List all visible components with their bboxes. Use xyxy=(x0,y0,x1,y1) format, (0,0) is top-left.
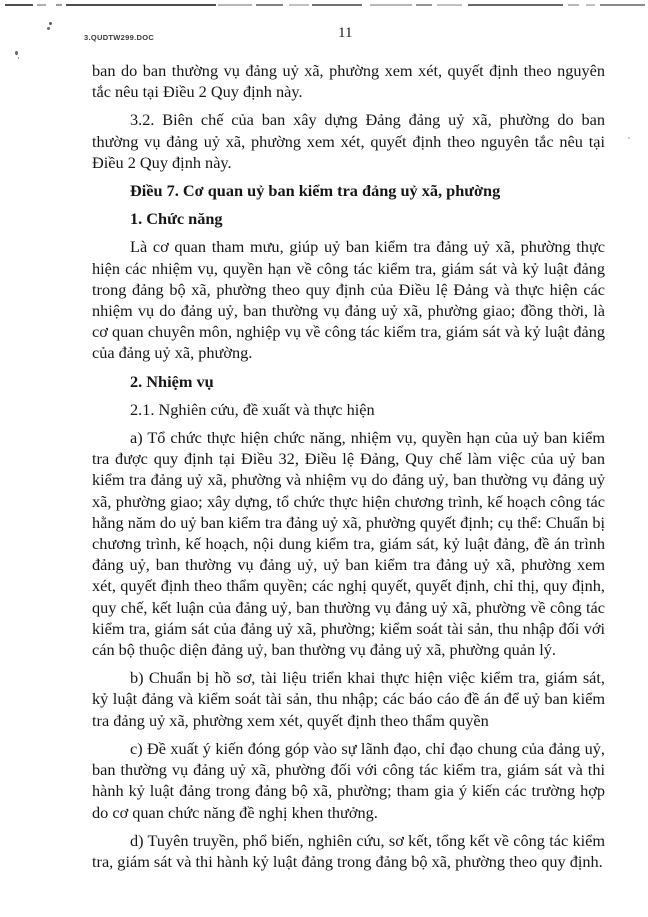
paragraph-d: d) Tuyên truyền, phổ biến, nghiên cứu, sơ kết, tổng kết về công tác kiểm tra, giám sát và thi hành kỷ luật đảng trong đảng bộ xã, phường theo quy định. xyxy=(92,830,605,871)
scan-artifact xyxy=(49,22,52,25)
paragraph-3-2: 3.2. Biên chế của ban xây dựng Đảng đảng uỷ xã, phường do ban thường vụ đảng uỷ xã, phường xem xét, quyết định theo nguyên tắc nêu tại Điều 2 Quy định này. xyxy=(92,110,605,172)
document-body xyxy=(92,60,605,879)
paragraph-2-1: 2.1. Nghiên cứu, đề xuất và thực hiện xyxy=(130,399,375,419)
page-number: 11 xyxy=(338,25,353,41)
scan-artifact xyxy=(628,137,630,139)
paragraph-chuc-nang: Là cơ quan tham mưu, giúp uỷ ban kiểm tra đảng uỷ xã, phường thực hiện các nhiệm vụ, quyền hạn về công tác kiểm tra, giám sát và kỷ luật đảng trong đảng bộ xã, phường theo quy định của Điều lệ Đảng và thực hiện các nhiệm vụ do đảng uỷ, ban thường vụ đảng uỷ xã, phường giao; đồng thời, là cơ quan chuyên môn, nghiệp vụ về công tác kiểm tra, giám sát và kỷ luật đảng của đảng uỷ xã, phường. xyxy=(92,237,605,363)
scan-edge-line xyxy=(0,4,648,7)
paragraph-continuation: ban do ban thường vụ đảng uỷ xã, phường xem xét, quyết định theo nguyên tắc nêu tại Điều 2 Quy định này. xyxy=(92,61,605,102)
heading-dieu-7: Điều 7. Cơ quan uỷ ban kiểm tra đảng uỷ xã, phường xyxy=(130,181,501,201)
heading-1-chuc-nang: 1. Chức năng xyxy=(130,209,223,229)
scan-artifact xyxy=(15,51,18,55)
paragraph-b: b) Chuẩn bị hồ sơ, tài liệu triển khai thực hiện việc kiểm tra, giám sát, kỷ luật đảng và kiểm soát tài sản, thu nhập; các báo cáo đề án để uỷ ban kiểm tra đảng uỷ xã, phường xem xét, quyết định theo thẩm quyền xyxy=(92,668,605,730)
paragraph-c: c) Đề xuất ý kiến đóng góp vào sự lãnh đạo, chỉ đạo chung của đảng uỷ, ban thường vụ đảng uỷ xã, phường đối với công tác kiểm tra, giám sát và thi hành kỷ luật đảng trong đảng bộ xã, phường; tham gia ý kiến các trường hợp do cơ quan chức năng đề nghị khen thưởng. xyxy=(92,738,605,822)
document-filename: 3.QUDTW299.DOC xyxy=(84,33,155,42)
heading-2-nhiem-vu: 2. Nhiệm vụ xyxy=(130,371,214,391)
paragraph-a: a) Tổ chức thực hiện chức năng, nhiệm vụ, quyền hạn của uỷ ban kiểm tra được quy định tại Điều 32, Điều lệ Đảng, Quy chế làm việc của uỷ ban kiểm tra đảng uỷ xã, phường và nhiệm vụ do đảng uỷ, ban thường vụ đảng uỷ xã, phường giao; xây dựng, tổ chức thực hiện chương trình, kế hoạch công tác hằng năm do uỷ ban kiểm tra đảng uỷ xã, phường quyết định; cụ thể: Chuẩn bị chương trình, kế hoạch, nội dung kiểm tra, giám sát, kỷ luật đảng, đề án trình đảng uỷ, ban thường vụ đảng uỷ, uỷ ban kiểm tra đảng uỷ xã, phường xem xét, quyết định theo thẩm quyền; các nghị quyết, quyết định, chỉ thị, quy định, quy chế, kết luận của đảng uỷ, ban thường vụ đảng uỷ xã, phường về công tác kiểm tra, giám sát của đảng uỷ xã, phường; kiểm soát tài sản, thu nhập đối với cán bộ thuộc diện đảng uỷ, ban thường vụ đảng uỷ xã, phường quản lý. xyxy=(92,428,605,660)
